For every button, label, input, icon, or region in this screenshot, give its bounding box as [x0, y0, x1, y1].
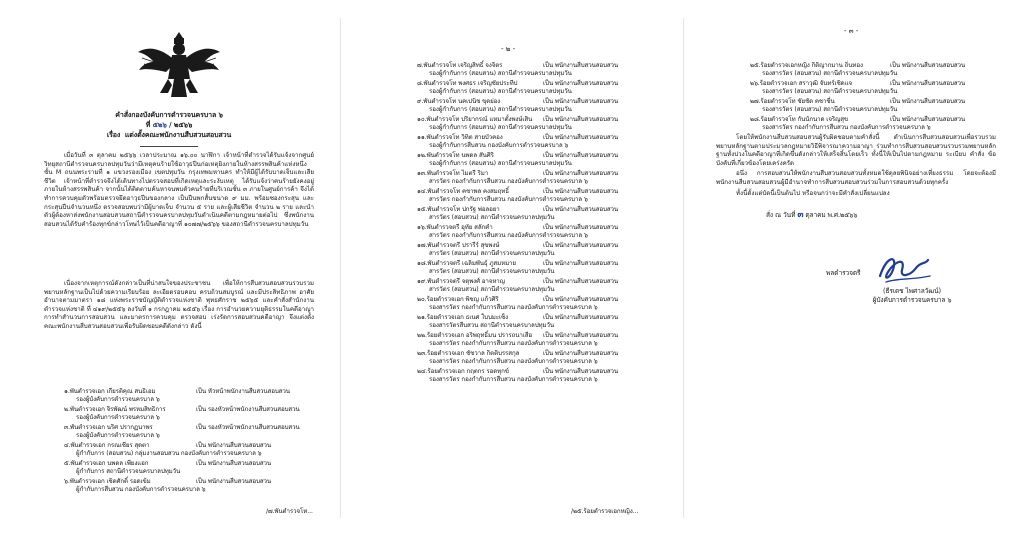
member-role: เป็น รองหัวหน้าพนักงานสืบสวนสอบสวน: [196, 406, 300, 413]
member-role: เป็น พนักงานสืบสวนสอบสวน: [543, 152, 619, 159]
member-unit: รองผู้บังคับการตำรวจนครบาล ๖: [76, 432, 160, 439]
member-role: เป็น พนักงานสืบสวนสอบสวน: [543, 134, 619, 141]
member-unit: รองผู้กำกับการ (สอบสวน) สถานีตำรวจนครบาลปทุมวัน: [429, 106, 572, 113]
member-name: ๒๘.ร้อยตำรวจโท กันนักนาด เจริญสุข: [750, 116, 849, 123]
member-unit: รองสารวัตร (สอบสวน) สถานีตำรวจนครบาลปทุมวัน: [762, 70, 898, 77]
title-rule: [140, 146, 198, 147]
member-unit: รองผู้กำกับการ (สอบสวน) สถานีตำรวจนครบาลปทุมวัน: [429, 70, 572, 77]
member-unit: รองผู้กำกับการสืบสวน กองบังคับการตำรวจนครบาล ๖: [429, 142, 569, 149]
member-unit: รองผู้กำกับการ (สอบสวน) สถานีตำรวจนครบาลปทุมวัน: [429, 88, 572, 95]
member-role: เป็น พนักงานสืบสวนสอบสวน: [543, 98, 619, 105]
member-name: ๒๔.ร้อยตำรวจเอก กฤตกร รอดทุกข์: [417, 368, 509, 375]
order-title: คำสั่งกองบังคับการตำรวจนครบาล ๖: [115, 111, 223, 119]
garuda-emblem-icon: [136, 28, 222, 104]
member-name: ๑๔.พันตำรวจโท คชาพล คงสมฤทธิ์: [417, 188, 509, 195]
member-name: ๑.พันตำรวจเอก เกียรติคุณ สนธิเอม: [64, 388, 156, 395]
member-role: เป็น พนักงานสืบสวนสอบสวน: [543, 206, 619, 213]
page-1: [0, 0, 338, 536]
order-number-handwritten: ๕๒๖: [152, 121, 167, 129]
member-role: เป็น พนักงานสืบสวนสอบสวน: [543, 260, 619, 267]
member-unit: ผู้กำกับการ สถานีตำรวจนครบาลปทุมวัน: [76, 468, 181, 475]
member-name: ๒.พันตำรวจเอก จิรพัฒน์ พรหมสิทธิการ: [64, 406, 166, 413]
member-role: เป็น พนักงานสืบสวนสอบสวน: [543, 332, 619, 339]
member-role: เป็น พนักงานสืบสวนสอบสวน: [890, 80, 966, 87]
member-unit: รองสารวัตร (สอบสวน) สถานีตำรวจนครบาลปทุมวัน: [762, 106, 898, 113]
member-name: ๒๑.ร้อยตำรวจเอก ธเนศ ใบบมะเซ็ง: [417, 314, 509, 321]
member-name: ๑๕.พันตำรวจโท ปกรัฐ พ่อลอยา: [417, 206, 500, 213]
member-role: เป็น พนักงานสืบสวนสอบสวน: [890, 62, 966, 69]
member-unit: รองผู้บังคับการตำรวจนครบาล ๖: [76, 414, 160, 421]
page-number: - ๒ -: [501, 45, 516, 53]
member-unit: รองผู้กำกับการ (สอบสวน) สถานีตำรวจนครบาลปทุมวัน: [429, 124, 572, 131]
page-divider: [683, 18, 684, 518]
signature-name: (ธีรเดช ไพศาลวัฒน์): [883, 287, 941, 295]
member-name: ๔.พันตำรวจเอก กรณเชียร สุดตา: [64, 442, 150, 449]
member-role: เป็น พนักงานสืบสวนสอบสวน: [196, 442, 272, 449]
member-name: ๑๑.พันตำรวจโท วิทิต สายบัวคอง: [417, 134, 503, 141]
member-role: เป็น พนักงานสืบสวนสอบสวน: [543, 80, 619, 87]
member-role: เป็น พนักงานสืบสวนสอบสวน: [196, 478, 272, 485]
member-name: ๙.พันตำรวจโท นคเปนิช ขุดย่อง: [417, 98, 501, 105]
member-name: ๗.พันตำรวจโท เจริญสิทธิ์ จงจิตร: [417, 62, 503, 69]
member-name: ๕.พันตำรวจเอก นพดล เพียงแอก: [64, 460, 149, 467]
member-name: ๑๘.พันตำรวจตรี เฉลิมพันธุ์ ภูสมหมาย: [417, 260, 516, 267]
member-role: เป็น พนักงานสืบสวนสอบสวน: [543, 296, 619, 303]
member-unit: สารวัตร (สอบสวน) สถานีตำรวจนครบาลปทุมวัน: [429, 268, 555, 275]
member-role: เป็น พนักงานสืบสวนสอบสวน: [196, 460, 272, 467]
member-unit: รองสารวัตร กองกำกับการสืบสวน กองบังคับการตำรวจนครบาล ๖: [429, 358, 598, 365]
member-role: เป็น พนักงานสืบสวนสอบสวน: [543, 350, 619, 357]
signature-icon: [872, 252, 934, 288]
member-name: ๑๐.พันตำรวจโท ปริยากรณ์ แหมาตั้งพงษ์เสิน: [417, 116, 533, 123]
member-name: ๒๐.ร้อยตำรวจเอก พิชญ แก้วศิริ: [417, 296, 499, 303]
member-role: เป็น พนักงานสืบสวนสอบสวน: [890, 116, 966, 123]
member-role: เป็น พนักงานสืบสวนสอบสวน: [543, 188, 619, 195]
closing-paragraph-1: โดยให้พนักงานสืบสวนสอบสวนผู้รับผิดชอบตามคำสั่งนี้ ดำเนินการสืบสวนสอบสวนเพื่อรวบรวมพยานหลักฐานตามประมวลกฎหมายวิธีพิจารณาความอาญา ร่วมทำการสืบสวนสอบสวนรวบรวมพยานหลักฐานทั้งปวงในคดีอาญาที่เกิดขึ้นดังกล่าวให้เสร็จสิ้นโดยเร็ว ทั้งนี้ให้เป็นไปตามกฎหมาย ระเบียบ คำสั่ง ข้อบังคับที่เกี่ยวข้องโดยเคร่งครัด: [716, 134, 996, 167]
member-unit: รองผู้บังคับการตำรวจนครบาล ๖: [76, 396, 160, 403]
member-unit: สารวัตร (สอบสวน) สถานีตำรวจนครบาลปทุมวัน: [429, 214, 555, 221]
member-name: ๒๗.ร้อยตำรวจโท ชัยชัด คชาชื่น: [750, 98, 835, 105]
member-name: ๑๖.พันตำรวจตรี อุทัย สลักคำ: [417, 224, 493, 231]
member-role: เป็น พนักงานสืบสวนสอบสวน: [543, 242, 619, 249]
member-role: เป็น พนักงานสืบสวนสอบสวน: [543, 314, 619, 321]
member-name: ๓.พันตำรวจเอก นริศ ปรากฏนาพร: [64, 424, 153, 431]
member-role: เป็น พนักงานสืบสวนสอบสวน: [543, 170, 619, 177]
member-name: ๑๙.พันตำรวจตรี จตุพงศ์ อาจหาญ: [417, 278, 505, 285]
page-3: [686, 0, 1024, 536]
member-role: เป็น พนักงานสืบสวนสอบสวน: [543, 368, 619, 375]
member-unit: รองผู้กำกับการ (สอบสวน) สถานีตำรวจนครบาลปทุมวัน: [429, 160, 572, 167]
member-role: เป็น พนักงานสืบสวนสอบสวน: [890, 98, 966, 105]
page-divider: [340, 18, 341, 518]
member-name: ๑๒.พันตำรวจโท นพดล สันศิริ: [417, 152, 494, 159]
member-role: เป็น พนักงานสืบสวนสอบสวน: [543, 62, 619, 69]
continuation-note: /๗.พันตำรวจโท...: [266, 508, 313, 515]
member-unit: รองสารวัตร (สอบสวน) สถานีตำรวจนครบาลปทุมวัน: [762, 88, 898, 95]
order-paragraph-2: เนื่องจากเหตุการณ์ดังกล่าวเป็นที่น่าสนใจของประชาชน เพื่อให้การสืบสวนสอบสวนรวบรวมพยานหลักฐานเป็นไปด้วยความเรียบร้อย ละเอียดรอบคอบ ครบถ้วนสมบูรณ์ และมีประสิทธิภาพ อาศัยอำนาจตามมาตรา ๑๘ แห่งพระราชบัญญัติตำรวจแห่งชาติ พุทธศักราช ๒๕๖๕ และคำสั่งสำนักงานตำรวจแห่งชาติ ที่ ๔๑๙/๒๕๕๖ ลงวันที่ ๑ กรกฎาคม ๒๕๕๖ เรื่อง การอำนวยความยุติธรรมในคดีอาญา การทำสำนวนการสอบสวน และมาตรการควบคุม ตรวจสอบ เร่งรัดการสอบสวนคดีอาญา จึงแต่งตั้งคณะพนักงานสืบสวนสอบสวนเพื่อรับผิดชอบคดีดังกล่าว ดังนี้: [44, 280, 314, 330]
closing-paragraph-2: อนึ่ง การสอบสวนให้พนักงานสืบสวนสอบสวนทั้งหมดใช้ดุลยพินิจอย่างเที่ยงธรรม โดยจะต้องมีพนักงานสืบสวนสอบสวนผู้มีอำนาจทำการสืบสวนสอบสวนร่วมในการสอบสวนด้วยทุกครั้ง: [716, 170, 996, 186]
member-name: ๒๒.ร้อยตำรวจเอก อริพฤทธิ์มน ปรารถนาเสือ: [417, 332, 533, 339]
member-unit: รองสารวัตร กองกำกับการสืบสวน กองบังคับการตำรวจนครบาล ๖: [429, 376, 598, 383]
member-name: ๑๓.พันตำรวจโท ไมตรี ริมา: [417, 170, 489, 177]
member-unit: สารวัตร (สอบสวน) สถานีตำรวจนครบาลปทุมวัน: [429, 250, 555, 257]
signature-title: ผู้บังคับการตำรวจนครบาล ๖: [872, 296, 952, 304]
order-paragraph-1: เมื่อวันที่ ๓ ตุลาคม ๒๕๖๖ เวลาประมาณ ๑๖.๐๐ นาฬิกา เจ้าหน้าที่ตำรวจได้รับแจ้งจากศูนย์วิทยุสถานีตำรวจนครบาลปทุมวันว่ามีเหตุคนร้ายใช้อาวุธปืนก่อเหตุยิงภายในห้างสรรพสินค้าแห่งหนึ่ง ชั้น M ถนนพระรามที่ ๑ แขวงรองเมือง เขตปทุมวัน กรุงเทพมหานคร ทำให้มีผู้ได้รับบาดเจ็บและเสียชีวิต เจ้าหน้าที่ตำรวจจึงได้เดินทางไปตรวจสอบที่เกิดเหตุและระงับเหตุ ได้รับแจ้งว่าคนร้ายยังคงอยู่ภายในห้างสรรพสินค้า จากนั้นได้ติดตามค้นหาจนพบตัวคนร้ายที่บริเวณชั้น ๓ ภายในศูนย์การค้า จึงได้ทำการควบคุมตัวพร้อมตรวจยึดอาวุธปืนของกลาง เป็นปืนพกสั้นขนาด ๙ มม. พร้อมซองกระสุน และกระสุนปืนจำนวนหนึ่ง ตรวจสอบพบว่ามีผู้บาดเจ็บ จำนวน ๕ ราย และผู้เสียชีวิต จำนวน ๒ ราย และนำตัวผู้ต้องหาส่งพนักงานสอบสวนสถานีตำรวจนครบาลปทุมวันดำเนินคดีตามกฎหมายต่อไป ซึ่งพนักงานสอบสวนได้รับคำร้องทุกข์กล่าวโทษไว้เป็นคดีอาญาที่ ๑๐๗๗/๒๕๖๖ ของสถานีตำรวจนครบาลปทุมวัน: [44, 152, 314, 228]
member-unit: สารวัตร กองกำกับการสืบสวน กองบังคับการตำรวจนครบาล ๖: [429, 178, 588, 185]
member-role: เป็น รองหัวหน้าพนักงานสืบสวนสอบสวน: [196, 424, 300, 431]
member-unit: สารวัตร กองกำกับการสืบสวน กองบังคับการตำรวจนครบาล ๖: [429, 196, 588, 203]
order-date: สั่ง ณ วันที่ ๓ ตุลาคม พ.ศ.๒๕๖๖: [766, 210, 858, 220]
member-unit: รองสารวัตร กองกำกับการสืบสวน กองบังคับการตำรวจนครบาล ๖: [429, 304, 598, 311]
member-unit: รองสารวัตร กองกำกับการสืบสวน กองบังคับการตำรวจนครบาล ๖: [762, 124, 931, 131]
page-2: [343, 0, 681, 536]
member-name: ๒๓.ร้อยตำรวจเอก ชัชวาล กิตติบรรสกุล: [417, 350, 520, 357]
member-unit: ผู้กำกับการ (สอบสวน) กลุ่มงานสอบสวน กองบังคับการตำรวจนครบาล ๖: [76, 450, 262, 457]
member-name: ๘.พันตำรวจโท พงศธร เจริญชัยประทีป: [417, 80, 518, 87]
member-unit: รองสารวัตร กองกำกับการสืบสวน กองบังคับการตำรวจนครบาล ๖: [429, 340, 598, 347]
member-unit: สารวัตร (สอบสวน) สถานีตำรวจนครบาลปทุมวัน: [429, 286, 555, 293]
member-name: ๖.พันตำรวจเอก เชิดศักดิ์ รอดเข้ม: [64, 478, 151, 485]
member-name: ๒๖.ร้อยตำรวจเอก สราวุฒิ จันทร์เชิดแจ: [750, 80, 853, 87]
member-unit: สารวัตร กองกำกับการสืบสวน กองบังคับการตำรวจนครบาล ๖: [429, 232, 588, 239]
member-unit: ผู้กำกับการสืบสวน กองบังคับการตำรวจนครบาล ๖: [76, 486, 206, 493]
member-role: เป็น พนักงานสืบสวนสอบสวน: [543, 278, 619, 285]
member-name: ๒๕.ร้อยตำรวจเอกหญิง กิติญากมาน ถิ่นทอง: [750, 62, 863, 69]
member-role: เป็น พนักงานสืบสวนสอบสวน: [543, 116, 619, 123]
member-name: ๑๗.พันตำรวจตรี ปรารีร์ สุขพงษ์: [417, 242, 500, 249]
order-number: ที่ ๕๒๖ / ๒๕๖๖: [145, 121, 193, 129]
member-unit: รองสารวัตรสืบสวน สถานีตำรวจนครบาลปทุมวัน: [429, 322, 555, 329]
member-role: เป็น พนักงานสืบสวนสอบสวน: [543, 224, 619, 231]
continuation-note: /๒๕.ร้อยตำรวจเอกหญิง...: [571, 508, 639, 515]
order-date-handwritten: ๓: [797, 210, 804, 220]
order-subject: เรื่อง แต่งตั้งคณะพนักงานสืบสวนสอบสวน: [106, 131, 232, 139]
page-number: - ๓ -: [844, 27, 859, 35]
signature-rank: พลตำรวจตรี: [826, 269, 861, 277]
member-role: เป็น หัวหน้าพนักงานสืบสวนสอบสวน: [196, 388, 290, 395]
closing-paragraph-3: ทั้งนี้ตั้งแต่บัดนี้เป็นต้นไป หรือจนกว่าจะมีคำสั่งเปลี่ยนแปลง: [736, 190, 890, 197]
